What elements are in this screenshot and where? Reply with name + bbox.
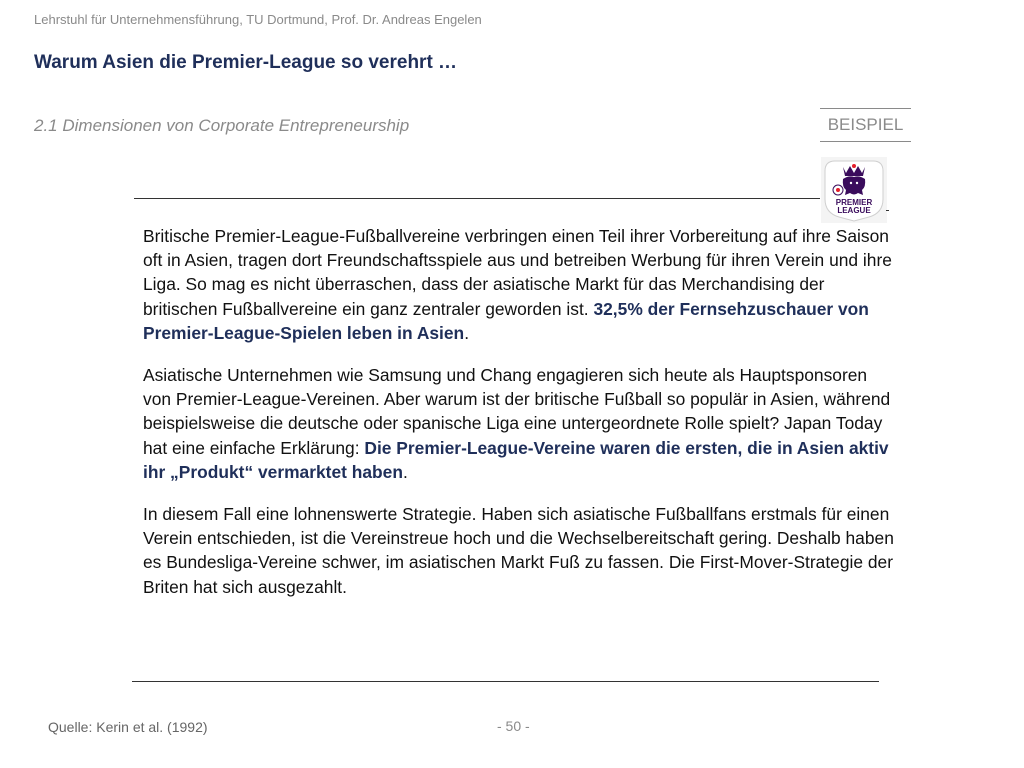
section-subtitle: 2.1 Dimensionen von Corporate Entrepreneurship	[34, 116, 410, 135]
paragraph-3-text: In diesem Fall eine lohnenswerte Strategie. Haben sich asiatische Fußballfans erstmals für einen Verein entschieden, ist die Vereinstreue hoch und die Wechselbereitschaft gering. Deshalb haben es Bundesliga-Vereine schwer, im asiatischen Markt Fuß zu fassen. Die First-Mover-Strategie der Briten hat sich ausgezahlt.	[143, 504, 894, 597]
bottom-divider	[132, 681, 879, 682]
logo-text-line1: PREMIER	[835, 198, 873, 207]
premier-league-logo	[821, 157, 887, 223]
paragraph-3	[143, 502, 895, 599]
paragraph-1-end: .	[464, 322, 470, 343]
page-number: - 50 -	[497, 718, 530, 734]
article-body	[143, 224, 895, 617]
slide-title: Warum Asien die Premier-League so verehrt …	[34, 52, 458, 73]
paragraph-1-highlight: 32,5% der Fernsehzuschauer von Premier-League-Spielen leben in Asien	[143, 298, 869, 343]
top-divider	[134, 198, 820, 199]
lion-crown-icon	[821, 157, 887, 223]
chair-header: Lehrstuhl für Unternehmensführung, TU Dortmund, Prof. Dr. Andreas Engelen	[34, 12, 482, 27]
logo-text-line2: LEAGUE	[837, 206, 871, 215]
paragraph-2-highlight: Die Premier-League-Vereine waren die ersten, die in Asien aktiv ihr „Produkt“ vermarktet haben	[143, 437, 889, 482]
example-badge: BEISPIEL	[820, 108, 911, 142]
paragraph-2-end: .	[402, 461, 408, 482]
paragraph-1-text: Britische Premier-League-Fußballvereine verbringen einen Teil ihrer Vorbereitung auf ihre Saison oft in Asien, tragen dort Freundschaftsspiele aus und betreiben Werbung für ihren Verein und ihre Liga. So mag es nicht überraschen, dass der asiatische Markt für das Merchandising der britischen Fußballvereine ein ganz zentraler geworden ist.	[143, 226, 892, 319]
paragraph-1	[143, 224, 895, 345]
top-divider-tick	[886, 210, 889, 211]
source-citation: Quelle: Kerin et al. (1992)	[48, 719, 208, 735]
paragraph-2-text: Asiatische Unternehmen wie Samsung und Chang engagieren sich heute als Hauptsponsoren von Premier-League-Vereinen. Aber warum ist der britische Fußball so populär in Asien, während beispielsweise die deutsche oder spanische Liga eine untergeordnete Rolle spielt? Japan Today hat eine einfache Erklärung:	[143, 365, 891, 458]
paragraph-2	[143, 363, 895, 484]
